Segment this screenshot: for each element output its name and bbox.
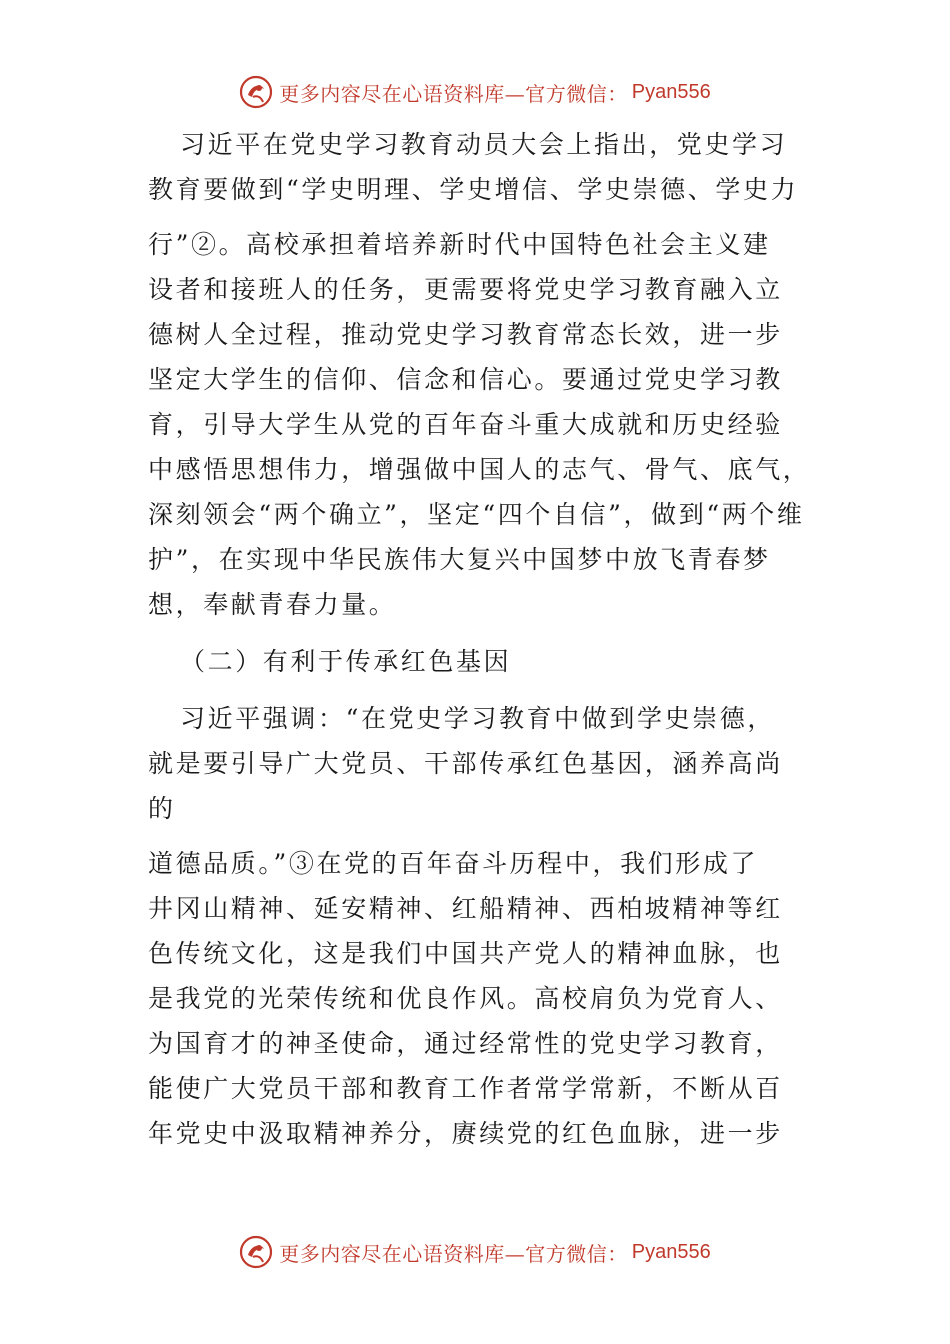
text-line: 习近平在党史学习教育动员大会上指出，党史学习 xyxy=(180,130,788,159)
text-line: 育，引导大学生从党的百年奋斗重大成就和历史经验 xyxy=(148,410,783,439)
text-line: 想，奉献青春力量。 xyxy=(148,590,397,619)
text-line: 教育要做到“学史明理、学史增信、学史崇德、学史力 xyxy=(148,175,799,204)
text-line: 就是要引导广大党员、干部传承红色基因，涵养高尚 xyxy=(148,749,783,778)
text-line: 行”②。高校承担着培养新时代中国特色社会主义建 xyxy=(148,230,771,259)
text-line: 年党史中汲取精神养分，赓续党的红色血脉，进一步 xyxy=(148,1119,783,1148)
text-line: 习近平强调：“在党史学习教育中做到学史崇德， xyxy=(180,704,775,733)
text-line: 坚定大学生的信仰、信念和信心。要通过党史学习教 xyxy=(148,365,783,394)
text-line: 设者和接班人的任务，更需要将党史学习教育融入立 xyxy=(148,275,783,304)
text-line: 是我党的光荣传统和优良作风。高校肩负为党育人、 xyxy=(148,984,783,1013)
footer-banner xyxy=(0,1232,950,1272)
text-line: 的 xyxy=(148,794,176,823)
header-banner-text: 更多内容尽在心语资料库—官方微信： xyxy=(279,81,628,106)
document-body xyxy=(148,122,811,1156)
text-line: 深刻领会“两个确立”，坚定“四个自信”，做到“两个维 xyxy=(148,500,805,529)
text-line: 德树人全过程，推动党史学习教育常态长效，进一步 xyxy=(148,320,783,349)
text-line: 护”，在实现中华民族伟大复兴中国梦中放飞青春梦 xyxy=(148,545,771,574)
text-line: 色传统文化，这是我们中国共产党人的精神血脉，也 xyxy=(148,939,783,968)
rose-logo-icon xyxy=(239,75,273,109)
rose-logo-icon xyxy=(239,1235,273,1269)
footer-wechat-id: Pyan556 xyxy=(631,1240,711,1263)
header-banner xyxy=(0,72,950,112)
header-wechat-id: Pyan556 xyxy=(631,80,711,103)
footer-banner-text: 更多内容尽在心语资料库—官方微信： xyxy=(279,1241,628,1266)
text-line: 井冈山精神、延安精神、红船精神、西柏坡精神等红 xyxy=(148,894,783,923)
section-heading: （二）有利于传承红色基因 xyxy=(180,647,512,676)
text-line: 为国育才的神圣使命，通过经常性的党史学习教育， xyxy=(148,1029,783,1058)
text-line: 能使广大党员干部和教育工作者常学常新，不断从百 xyxy=(148,1074,783,1103)
text-line: 中感悟思想伟力，增强做中国人的志气、骨气、底气， xyxy=(148,455,811,484)
text-line: 道德品质。”③在党的百年奋斗历程中，我们形成了 xyxy=(148,849,759,878)
